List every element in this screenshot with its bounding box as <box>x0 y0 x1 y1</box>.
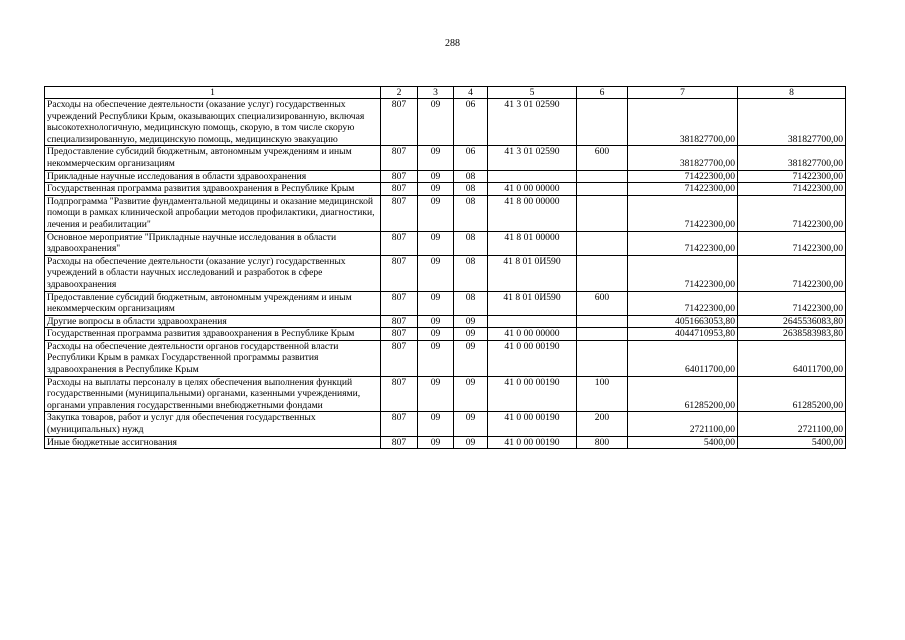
column-header: 4 <box>454 87 488 99</box>
expense-type-cell <box>577 231 628 255</box>
admin-code-cell: 807 <box>381 291 418 315</box>
column-header: 7 <box>628 87 738 99</box>
expense-type-cell <box>577 315 628 328</box>
target-article-cell: 41 8 01 00000 <box>488 231 577 255</box>
amount-cell-7: 381827700,00 <box>628 146 738 170</box>
target-article-cell: 41 8 00 00000 <box>488 195 577 231</box>
subsection-code-cell: 08 <box>454 291 488 315</box>
admin-code-cell: 807 <box>381 170 418 183</box>
target-article-cell: 41 0 00 00190 <box>488 436 577 449</box>
amount-cell-8: 71422300,00 <box>738 170 846 183</box>
table-row <box>45 340 846 376</box>
expense-name-cell: Расходы на обеспечение деятельности органов государственной власти Республики Крым в рамках Государственной программы развития здравоохранения в Республике Крым <box>45 340 381 376</box>
section-code-cell: 09 <box>418 328 454 341</box>
section-code-cell: 09 <box>418 231 454 255</box>
section-code-cell: 09 <box>418 412 454 436</box>
expense-type-cell <box>577 328 628 341</box>
subsection-code-cell: 09 <box>454 315 488 328</box>
target-article-cell: 41 0 00 00190 <box>488 412 577 436</box>
table-row <box>45 328 846 341</box>
expense-type-cell <box>577 340 628 376</box>
amount-cell-8: 2645536083,80 <box>738 315 846 328</box>
expense-name-cell: Основное мероприятие "Прикладные научные исследования в области здравоохранения" <box>45 231 381 255</box>
section-code-cell: 09 <box>418 436 454 449</box>
target-article-cell: 41 3 01 02590 <box>488 99 577 146</box>
amount-cell-8: 5400,00 <box>738 436 846 449</box>
expense-type-cell: 800 <box>577 436 628 449</box>
table-row <box>45 146 846 170</box>
subsection-code-cell: 06 <box>454 146 488 170</box>
expense-name-cell: Государственная программа развития здравоохранения в Республике Крым <box>45 183 381 196</box>
amount-cell-8: 61285200,00 <box>738 376 846 412</box>
amount-cell-8: 381827700,00 <box>738 146 846 170</box>
amount-cell-8: 2638583983,80 <box>738 328 846 341</box>
table-row <box>45 436 846 449</box>
admin-code-cell: 807 <box>381 315 418 328</box>
amount-cell-7: 64011700,00 <box>628 340 738 376</box>
expense-name-cell: Подпрограмма "Развитие фундаментальной медицины и оказание медицинской помощи в рамках клинической апробации методов профилактики, диагностики, лечения и реабилитации" <box>45 195 381 231</box>
amount-cell-8: 381827700,00 <box>738 99 846 146</box>
expense-name-cell: Другие вопросы в области здравоохранения <box>45 315 381 328</box>
amount-cell-7: 71422300,00 <box>628 170 738 183</box>
column-header: 6 <box>577 87 628 99</box>
expense-type-cell: 600 <box>577 291 628 315</box>
subsection-code-cell: 06 <box>454 99 488 146</box>
column-header: 1 <box>45 87 381 99</box>
section-code-cell: 09 <box>418 170 454 183</box>
budget-table <box>44 86 846 449</box>
table-row <box>45 315 846 328</box>
expense-name-cell: Прикладные научные исследования в области здравоохранения <box>45 170 381 183</box>
expense-type-cell <box>577 195 628 231</box>
admin-code-cell: 807 <box>381 255 418 291</box>
section-code-cell: 09 <box>418 195 454 231</box>
subsection-code-cell: 09 <box>454 340 488 376</box>
table-row <box>45 170 846 183</box>
subsection-code-cell: 08 <box>454 255 488 291</box>
amount-cell-8: 71422300,00 <box>738 255 846 291</box>
table-row <box>45 183 846 196</box>
amount-cell-7: 71422300,00 <box>628 231 738 255</box>
amount-cell-8: 2721100,00 <box>738 412 846 436</box>
amount-cell-8: 71422300,00 <box>738 195 846 231</box>
subsection-code-cell: 09 <box>454 376 488 412</box>
expense-name-cell: Расходы на обеспечение деятельности (оказание услуг) государственных учреждений в области научных исследований и разработок в сфере здравоохранения <box>45 255 381 291</box>
table-row <box>45 99 846 146</box>
target-article-cell: 41 3 01 02590 <box>488 146 577 170</box>
column-header: 8 <box>738 87 846 99</box>
column-header: 2 <box>381 87 418 99</box>
table-row <box>45 255 846 291</box>
admin-code-cell: 807 <box>381 183 418 196</box>
target-article-cell: 41 8 01 0И590 <box>488 255 577 291</box>
admin-code-cell: 807 <box>381 146 418 170</box>
amount-cell-8: 71422300,00 <box>738 291 846 315</box>
amount-cell-7: 71422300,00 <box>628 255 738 291</box>
subsection-code-cell: 08 <box>454 231 488 255</box>
subsection-code-cell: 08 <box>454 183 488 196</box>
subsection-code-cell: 09 <box>454 412 488 436</box>
target-article-cell: 41 0 00 00000 <box>488 183 577 196</box>
section-code-cell: 09 <box>418 376 454 412</box>
amount-cell-7: 2721100,00 <box>628 412 738 436</box>
expense-type-cell: 200 <box>577 412 628 436</box>
admin-code-cell: 807 <box>381 231 418 255</box>
admin-code-cell: 807 <box>381 328 418 341</box>
amount-cell-7: 5400,00 <box>628 436 738 449</box>
amount-cell-7: 61285200,00 <box>628 376 738 412</box>
section-code-cell: 09 <box>418 291 454 315</box>
expense-name-cell: Иные бюджетные ассигнования <box>45 436 381 449</box>
table-row <box>45 195 846 231</box>
page-number: 288 <box>445 38 460 49</box>
expense-type-cell <box>577 255 628 291</box>
expense-type-cell <box>577 170 628 183</box>
column-number-row <box>45 87 846 99</box>
target-article-cell <box>488 315 577 328</box>
expense-name-cell: Предоставление субсидий бюджетным, автономным учреждениям и иным некоммерческим организациям <box>45 291 381 315</box>
target-article-cell: 41 8 01 0И590 <box>488 291 577 315</box>
table-row <box>45 291 846 315</box>
admin-code-cell: 807 <box>381 340 418 376</box>
subsection-code-cell: 08 <box>454 170 488 183</box>
expense-type-cell: 600 <box>577 146 628 170</box>
expense-type-cell <box>577 99 628 146</box>
target-article-cell: 41 0 00 00190 <box>488 340 577 376</box>
subsection-code-cell: 09 <box>454 328 488 341</box>
expense-name-cell: Расходы на выплаты персоналу в целях обеспечения выполнения функций государственными (муниципальными) органами, казенными учреждениями, органами управления государственными внебюджетными фондами <box>45 376 381 412</box>
amount-cell-7: 4051663053,80 <box>628 315 738 328</box>
section-code-cell: 09 <box>418 99 454 146</box>
table-row <box>45 376 846 412</box>
amount-cell-8: 71422300,00 <box>738 231 846 255</box>
admin-code-cell: 807 <box>381 412 418 436</box>
expense-name-cell: Государственная программа развития здравоохранения в Республике Крым <box>45 328 381 341</box>
subsection-code-cell: 09 <box>454 436 488 449</box>
target-article-cell: 41 0 00 00190 <box>488 376 577 412</box>
admin-code-cell: 807 <box>381 436 418 449</box>
amount-cell-7: 381827700,00 <box>628 99 738 146</box>
column-header: 5 <box>488 87 577 99</box>
amount-cell-7: 71422300,00 <box>628 291 738 315</box>
expense-name-cell: Закупка товаров, работ и услуг для обеспечения государственных (муниципальных) нужд <box>45 412 381 436</box>
admin-code-cell: 807 <box>381 195 418 231</box>
column-header: 3 <box>418 87 454 99</box>
expense-name-cell: Расходы на обеспечение деятельности (оказание услуг) государственных учреждений Республики Крым, оказывающих специализированную, включая высокотехнологичную, медицинскую помощь, скорую, в том числе скорую специализированную, медицинскую помощь, медицинскую эвакуацию <box>45 99 381 146</box>
section-code-cell: 09 <box>418 255 454 291</box>
table-row <box>45 231 846 255</box>
table-row <box>45 412 846 436</box>
amount-cell-7: 71422300,00 <box>628 195 738 231</box>
expense-type-cell <box>577 183 628 196</box>
amount-cell-7: 71422300,00 <box>628 183 738 196</box>
section-code-cell: 09 <box>418 340 454 376</box>
amount-cell-7: 4044710953,80 <box>628 328 738 341</box>
section-code-cell: 09 <box>418 315 454 328</box>
target-article-cell <box>488 170 577 183</box>
section-code-cell: 09 <box>418 146 454 170</box>
admin-code-cell: 807 <box>381 376 418 412</box>
admin-code-cell: 807 <box>381 99 418 146</box>
amount-cell-8: 71422300,00 <box>738 183 846 196</box>
section-code-cell: 09 <box>418 183 454 196</box>
subsection-code-cell: 08 <box>454 195 488 231</box>
expense-name-cell: Предоставление субсидий бюджетным, автономным учреждениям и иным некоммерческим организациям <box>45 146 381 170</box>
target-article-cell: 41 0 00 00000 <box>488 328 577 341</box>
expense-type-cell: 100 <box>577 376 628 412</box>
amount-cell-8: 64011700,00 <box>738 340 846 376</box>
